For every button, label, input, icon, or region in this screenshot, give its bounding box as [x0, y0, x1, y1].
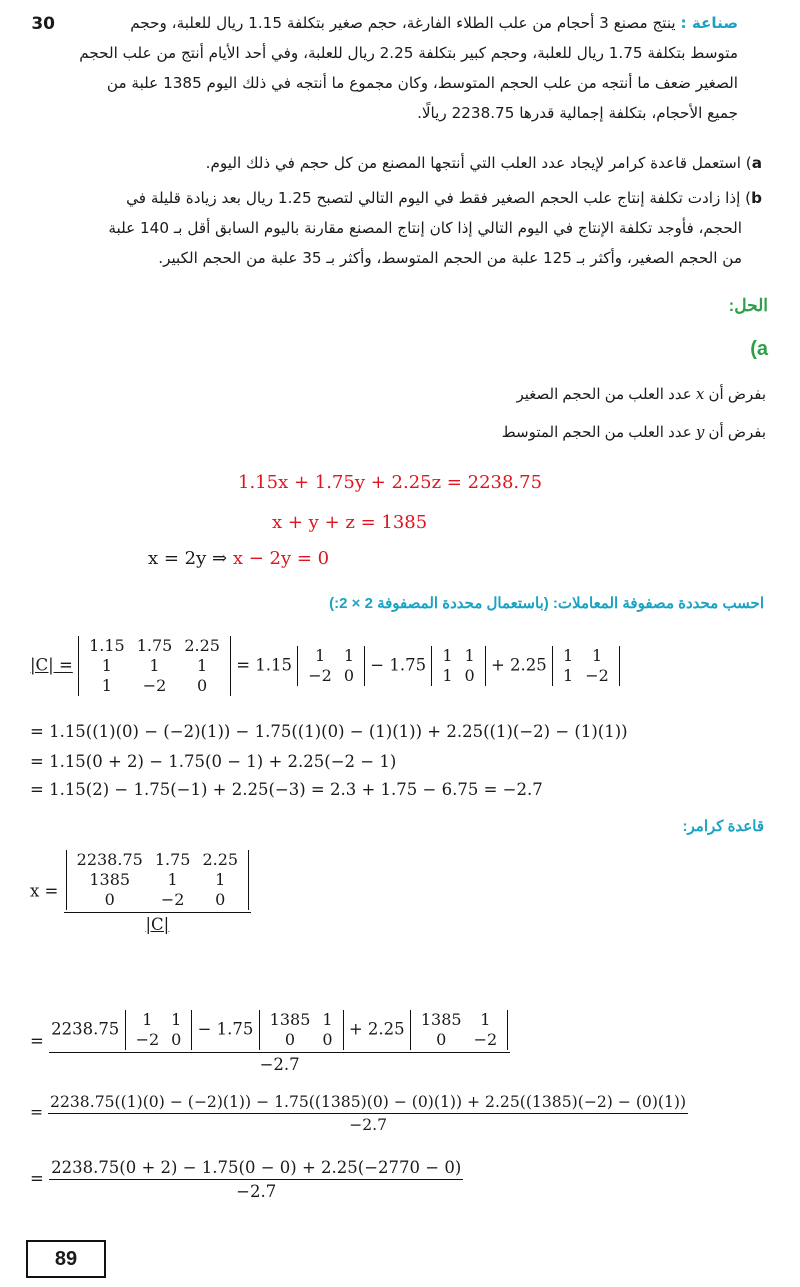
matrix-cell: −2	[585, 666, 609, 685]
assume-y-post: عدد العلب من الحجم المتوسط	[501, 424, 692, 441]
det-C-line	[30, 636, 620, 696]
matrix-cell: 2238.75	[76, 850, 143, 869]
cramer-x-fraction	[64, 850, 251, 934]
problem-text	[18, 8, 738, 128]
page-number: 89	[26, 1240, 106, 1278]
matrix-cell: 1	[563, 666, 574, 685]
matrix-cell: 1	[197, 656, 208, 675]
matrix-cell: 1	[343, 646, 355, 665]
matrix-cell: 1	[442, 646, 453, 665]
problem-line-4: جميع الأحجام، بتكلفة إجمالية قدرها 2238.75 ريالًا.	[417, 104, 738, 122]
part-b-line-2: الحجم، فأوجد تكلفة الإنتاج في اليوم التالي إذا كان إنتاج المصنع مقارنة باليوم السابق أقل بـ 140 علبة	[108, 219, 742, 237]
matrix-cell: 1	[563, 646, 574, 665]
var-x: x	[695, 385, 705, 403]
det-step-2: = 1.15((1)(0) − (−2)(1)) − 1.75((1)(0) − (1)(1)) + 2.25((1)(−2) − (1)(1))	[30, 722, 628, 741]
matrix-cell: 1385	[420, 1010, 462, 1029]
problem-line-1	[18, 8, 738, 38]
part-a-label: a	[751, 154, 762, 172]
minor-3	[552, 646, 620, 686]
cramer-step-1	[30, 1010, 510, 1074]
equation-3-left: x = 2y ⇒	[148, 548, 233, 569]
assume-x-pre: بفرض أن	[708, 386, 766, 403]
minor-2	[431, 646, 485, 686]
matrix-cell: −2	[135, 1030, 160, 1049]
cramer-step-1-fraction	[49, 1010, 510, 1074]
equation-2: x + y + z = 1385	[272, 512, 428, 533]
step1-coef-1: 2238.75	[51, 1019, 120, 1039]
assume-x-post: عدد العلب من الحجم الصغير	[516, 386, 692, 403]
solution-heading: الحل:	[728, 296, 768, 315]
cramer-x-denominator: |C|	[145, 915, 170, 934]
part-b-label: b	[751, 189, 762, 207]
det-C-label: |C| =	[30, 655, 73, 675]
assume-y-pre: بفرض أن	[708, 424, 766, 441]
matrix-cell: −2	[142, 676, 167, 695]
problem-tag: صناعة :	[680, 14, 738, 32]
det-step-3: = 1.15(0 + 2) − 1.75(0 − 1) + 2.25(−2 − 1)	[30, 752, 397, 771]
step3-denominator: −2.7	[236, 1182, 277, 1201]
eq-sign-2: =	[30, 1103, 44, 1122]
step2-denominator: −2.7	[349, 1116, 387, 1134]
step1-minor-3	[410, 1010, 508, 1050]
step1-denominator: −2.7	[259, 1055, 300, 1074]
part-a-statement: a) استعمل قاعدة كرامر لإيجاد عدد العلب التي أنتجها المصنع من كل حجم في ذلك اليوم.	[205, 154, 762, 172]
matrix-cell: 2.25	[202, 850, 239, 869]
expansion-term-3: + 2.25	[490, 655, 547, 675]
matrix-cell: 1	[591, 646, 603, 665]
matrix-cell: 1.75	[136, 636, 173, 655]
matrix-cell: 0	[284, 1030, 296, 1049]
step1-coef-3: + 2.25	[348, 1019, 405, 1039]
expansion-term-1: = 1.15	[236, 655, 293, 675]
matrix-cell: 0	[436, 1030, 447, 1049]
step1-minor-1	[125, 1010, 193, 1050]
matrix-cell: 0	[322, 1030, 333, 1049]
matrix-cell: 1	[480, 1010, 491, 1029]
matrix-cell: 1	[464, 646, 475, 665]
matrix-cell: −2	[473, 1030, 498, 1049]
matrix-cell: 0	[343, 666, 355, 685]
matrix-cell: 0	[197, 676, 208, 695]
eq-sign-1: =	[30, 1031, 44, 1051]
matrix-cell: −2	[160, 890, 185, 909]
cramer-step-2	[30, 1093, 688, 1134]
matrix-cell: 0	[464, 666, 475, 685]
step3-numerator: 2238.75(0 + 2) − 1.75(0 − 0) + 2.25(−2770 − 0)	[49, 1158, 463, 1180]
matrix-cell: 0	[171, 1030, 182, 1049]
equation-1: 1.15x + 1.75y + 2.25z = 2238.75	[238, 472, 543, 493]
matrix-cell: 1	[149, 656, 160, 675]
problem-line-2: متوسط بتكلفة 1.75 ريال للعلبة، وحجم كبير بتكلفة 2.25 ريال للعلبة، وفي أحد الأيام أنتج من علب الحجم	[79, 44, 738, 62]
assume-y	[502, 423, 766, 441]
cramer-step-2-fraction	[48, 1093, 688, 1134]
step1-minor-2	[259, 1010, 344, 1050]
equation-3-right: x − 2y = 0	[232, 548, 330, 569]
part-b-line-3: من الحجم الصغير، وأكثر بـ 125 علبة من الحجم المتوسط، وأكثر بـ 35 علبة من الحجم الكبير.	[158, 249, 742, 267]
matrix-cell: 1	[314, 646, 326, 665]
matrix-C	[78, 636, 231, 696]
matrix-cell: 1385	[269, 1010, 311, 1029]
matrix-cell: −2	[308, 666, 332, 685]
solution-part-a: (a	[750, 338, 768, 360]
problem-number: 30	[31, 14, 55, 34]
cramer-heading: قاعدة كرامر:	[682, 818, 764, 835]
assume-x	[516, 385, 766, 403]
cramer-step-3	[30, 1158, 463, 1201]
problem-line-3: الصغير ضعف ما أنتجه من علب الحجم المتوسط، وكان مجموع ما أنتجه في ذلك اليوم 1385 علبة من	[106, 74, 738, 92]
matrix-cell: 0	[215, 890, 226, 909]
equation-3	[148, 548, 329, 569]
matrix-Dx	[66, 850, 249, 910]
eq-sign-3: =	[30, 1169, 44, 1188]
det-step-4: = 1.15(2) − 1.75(−1) + 2.25(−3) = 2.3 + 1.75 − 6.75 = −2.7	[30, 780, 543, 799]
matrix-cell: 0	[104, 890, 115, 909]
var-y: y	[695, 423, 705, 441]
matrix-cell: 1.75	[154, 850, 191, 869]
matrix-cell: 1	[101, 676, 112, 695]
cramer-step-3-fraction	[49, 1158, 463, 1201]
minor-1	[297, 646, 365, 686]
matrix-cell: 1	[167, 870, 178, 889]
x-label: x =	[30, 881, 59, 901]
matrix-cell: 1	[101, 656, 112, 675]
matrix-cell: 1385	[89, 870, 131, 889]
part-b-statement: b) إذا زادت تكلفة إنتاج علب الحجم الصغير فقط في اليوم التالي لتصبح 1.25 ريال بعد زيادة قليلة في الحجم، فأوجد تكلفة الإنتاج في اليوم التالي إذا كان إنتاج المصنع مقارنة باليوم السابق أقل بـ 140 علبة من الحجم الصغير، وأكثر بـ 125 علبة من الحجم المتوسط، وأكثر بـ 35 علبة من الحجم الكبير.	[22, 183, 762, 273]
matrix-cell: 1.15	[89, 636, 125, 655]
cramer-x	[30, 850, 251, 934]
matrix-cell: 1	[442, 666, 453, 685]
matrix-cell: 2.25	[184, 636, 220, 655]
part-b-line-1: إذا زادت تكلفة إنتاج علب الحجم الصغير فقط في اليوم التالي لتصبح 1.25 ريال بعد زيادة قليلة في	[126, 189, 741, 207]
part-a-text: استعمل قاعدة كرامر لإيجاد عدد العلب التي أنتجها المصنع من كل حجم في ذلك اليوم.	[205, 154, 741, 172]
problem-line-1-text: ينتج مصنع 3 أحجام من علب الطلاء الفارغة، حجم صغير بتكلفة 1.15 ريال للعلبة، وحجم	[130, 14, 676, 32]
matrix-cell: 1	[171, 1010, 182, 1029]
expansion-term-2: − 1.75	[370, 655, 427, 675]
matrix-cell: 1	[142, 1010, 153, 1029]
step1-coef-2: − 1.75	[197, 1019, 254, 1039]
det-heading: احسب محددة مصفوفة المعاملات: (باستعمال محددة المصفوفة 2 × 2:)	[329, 595, 764, 612]
step2-numerator: 2238.75((1)(0) − (−2)(1)) − 1.75((1385)(0) − (0)(1)) + 2.25((1385)(−2) − (0)(1))	[48, 1093, 688, 1114]
matrix-cell: 1	[322, 1010, 333, 1029]
matrix-cell: 1	[215, 870, 226, 889]
